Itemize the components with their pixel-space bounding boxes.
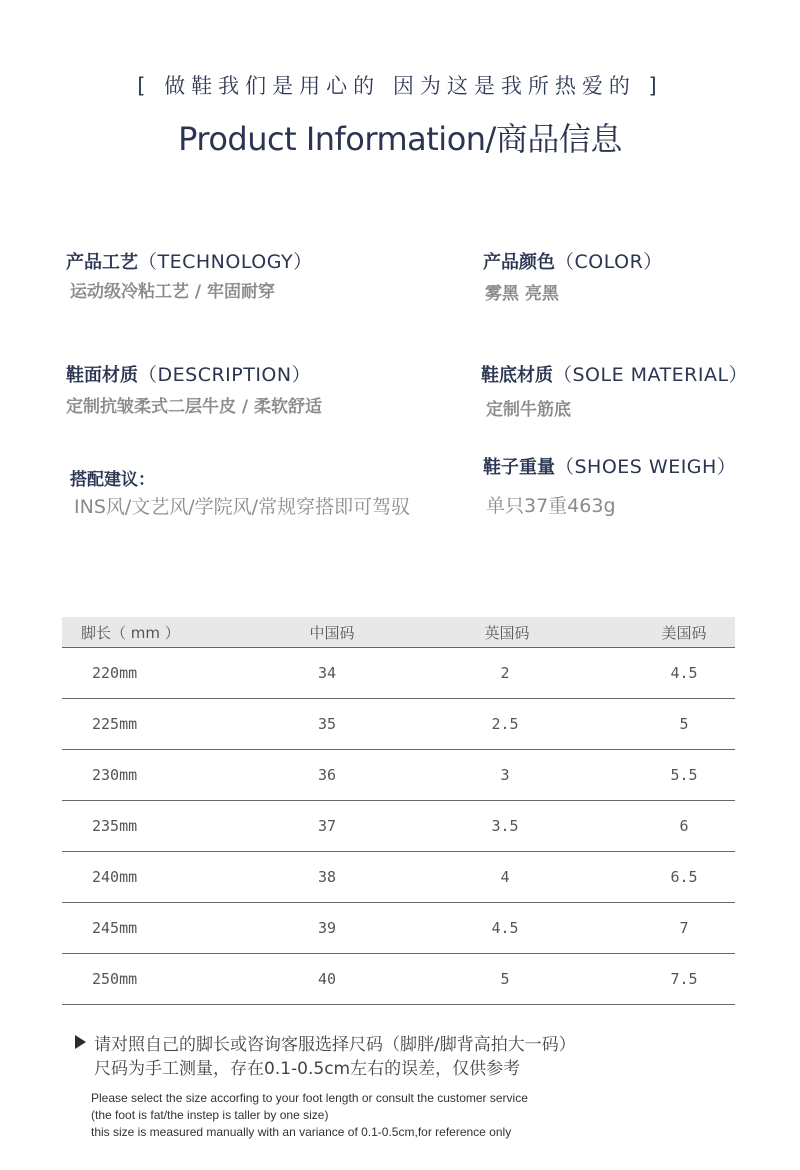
cn-size-cell: 36 [317, 766, 337, 784]
size-table [62, 617, 735, 1005]
sole-value: 定制牛筋底 [486, 400, 571, 420]
note-en-line1: Please select the size accorfing to your foot length or consult the customer service [91, 1091, 528, 1105]
uk-size-cell: 2 [500, 664, 510, 682]
foot-length-cell: 235mm [92, 817, 138, 835]
weight-label-en: （SHOES WEIGH） [555, 456, 737, 478]
table-row [62, 903, 735, 954]
table-row [62, 801, 735, 852]
sole-label [481, 360, 748, 387]
us-size-cell: 6 [679, 817, 689, 835]
note-en-line2: (the foot is fat/the instep is taller by one size) [91, 1108, 329, 1122]
size-table-body [62, 648, 735, 1005]
foot-length-cell: 225mm [92, 715, 138, 733]
size-table-header [62, 617, 735, 648]
us-size-cell: 5 [679, 715, 689, 733]
table-row [62, 852, 735, 903]
table-row [62, 954, 735, 1005]
note-cn-line1: 请对照自己的脚长或咨询客服选择尺码（脚胖/脚背高拍大一码） [94, 1035, 576, 1055]
technology-label [66, 247, 313, 274]
weight-label-cn: 鞋子重量 [483, 457, 555, 478]
weight-value: 单只37重463g [486, 495, 616, 517]
sole-label-cn: 鞋底材质 [481, 365, 553, 386]
cn-size-cell: 38 [317, 868, 337, 886]
color-label-en: （COLOR） [555, 251, 663, 273]
description-label [66, 360, 311, 387]
us-size-cell: 5.5 [670, 766, 698, 784]
technology-value: 运动级冷粘工艺 / 牢固耐穿 [70, 282, 276, 302]
cn-size-cell: 35 [317, 715, 337, 733]
uk-size-cell: 4 [500, 868, 510, 886]
sole-label-en: （SOLE MATERIAL） [553, 364, 749, 386]
uk-size-cell: 4.5 [491, 919, 519, 937]
us-size-cell: 7 [679, 919, 689, 937]
description-value: 定制抗皱柔式二层牛皮 / 柔软舒适 [66, 397, 323, 417]
matching-label: 搭配建议： [70, 470, 155, 490]
uk-size-cell: 2.5 [491, 715, 519, 733]
cn-size-cell: 37 [317, 817, 337, 835]
note-en-line3: this size is measured manually with an variance of 0.1-0.5cm,for reference only [91, 1125, 512, 1139]
table-row [62, 699, 735, 750]
foot-length-cell: 250mm [92, 970, 138, 988]
header-foot-length: 脚长（ mm ） [81, 623, 180, 642]
us-size-cell: 6.5 [670, 868, 698, 886]
foot-length-cell: 230mm [92, 766, 138, 784]
us-size-cell: 7.5 [670, 970, 698, 988]
tagline: [ 做鞋我们是用心的 因为这是我所热爱的 ] [137, 74, 663, 98]
foot-length-cell: 220mm [92, 664, 138, 682]
note-cn-line2: 尺码为手工测量，存在0.1-0.5cm左右的误差，仅供参考 [94, 1059, 521, 1079]
matching-value: INS风/文艺风/学院风/常规穿搭即可驾驭 [74, 496, 411, 518]
uk-size-cell: 5 [500, 970, 510, 988]
technology-label-en: （TECHNOLOGY） [138, 251, 313, 273]
weight-label [483, 452, 736, 479]
cn-size-cell: 40 [317, 970, 337, 988]
header-us-size: 美国码 [661, 623, 707, 642]
color-label [483, 247, 663, 274]
cn-size-cell: 34 [317, 664, 337, 682]
color-label-cn: 产品颜色 [483, 252, 555, 273]
description-label-en: （DESCRIPTION） [138, 364, 312, 386]
uk-size-cell: 3.5 [491, 817, 519, 835]
header-cn-size: 中国码 [309, 623, 355, 642]
technology-label-cn: 产品工艺 [66, 252, 138, 273]
uk-size-cell: 3 [500, 766, 510, 784]
table-row [62, 750, 735, 801]
header-uk-size: 英国码 [484, 623, 530, 642]
cn-size-cell: 39 [317, 919, 337, 937]
page-title: Product Information/商品信息 [178, 120, 622, 158]
triangle-bullet-icon [75, 1035, 86, 1049]
foot-length-cell: 245mm [92, 919, 138, 937]
color-value: 雾黑 亮黑 [485, 284, 559, 304]
us-size-cell: 4.5 [670, 664, 698, 682]
table-row [62, 648, 735, 699]
foot-length-cell: 240mm [92, 868, 138, 886]
description-label-cn: 鞋面材质 [66, 365, 138, 386]
